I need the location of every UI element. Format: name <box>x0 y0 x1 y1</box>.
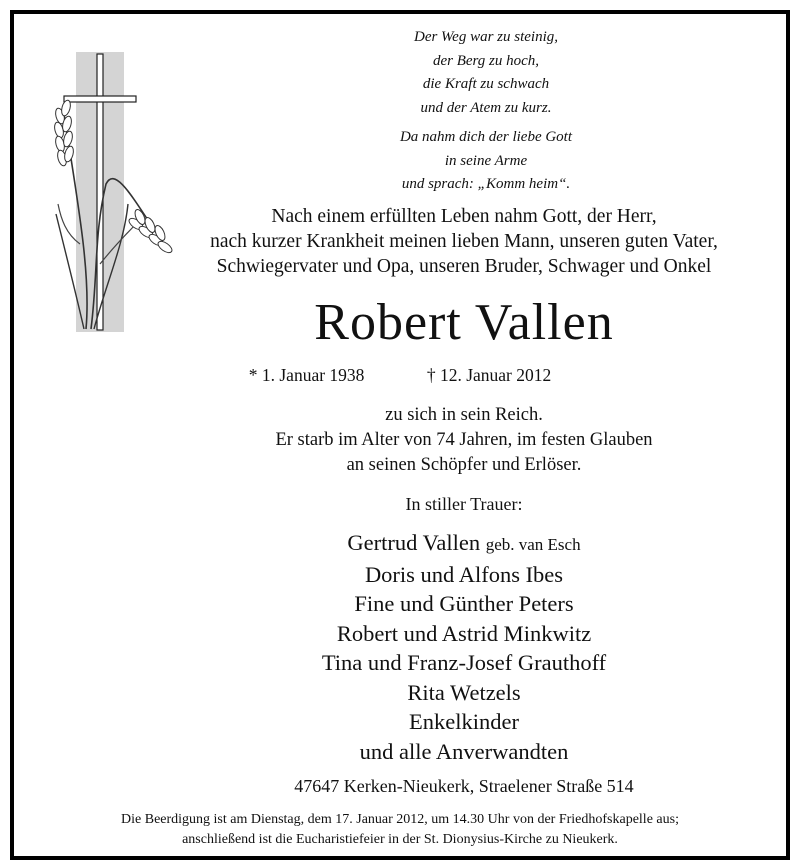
poem-line: in seine Arme <box>444 152 528 169</box>
mourner-item: Tina und Franz-Josef Grauthoff <box>321 650 607 675</box>
notice-line: an seinen Schöpfer und Erlöser. <box>346 455 582 475</box>
poem-line: und sprach: „Komm heim“. <box>401 176 571 192</box>
death-notice-text <box>134 403 794 478</box>
funeral-line: anschließend ist die Eucharistiefeier in der St. Dionysius-Kirche zu Nieukerk. <box>182 832 618 847</box>
mourner-item: Doris und Alfons Ibes <box>364 561 564 587</box>
funeral-line: Die Beerdigung ist am Dienstag, dem 17. Januar 2012, um 14.30 Uhr von der Friedhofskapelle aus; <box>121 812 679 827</box>
mourner-item: Enkelkinder <box>409 709 519 734</box>
intro-line: Schwiegervater und Opa, unseren Bruder, Schwager und Onkel <box>216 256 712 277</box>
death-date: † 12. Januar 2012 <box>426 365 552 385</box>
poem-line: die Kraft zu schwach <box>422 76 550 92</box>
mourning-heading: In stiller Trauer: <box>405 494 523 514</box>
mourner-item: Robert und Astrid Minkwitz <box>336 620 592 646</box>
mourner-item: und alle Anverwandten <box>359 738 569 764</box>
birth-date: * 1. Januar 1938 <box>248 365 365 385</box>
intro-line: nach kurzer Krankheit meinen lieben Mann, unseren guten Vater, <box>210 231 718 252</box>
poem-line: Der Weg war zu steinig, <box>413 29 559 45</box>
life-dates <box>14 365 786 386</box>
poem-line: der Berg zu hoch, <box>432 52 540 69</box>
poem-stanza-1 <box>306 26 666 120</box>
mourner-item <box>134 528 794 560</box>
funeral-details <box>14 810 786 850</box>
family-address: 47647 Kerken-Nieukerk, Straelener Straße 514 <box>294 776 634 796</box>
notice-line: zu sich in sein Reich. <box>385 405 543 425</box>
maiden-name-note: geb. van Esch <box>485 535 581 554</box>
mourner-item: Fine und Günther Peters <box>354 591 574 616</box>
intro-text <box>134 204 794 279</box>
mourner-name: Gertrud Vallen <box>347 530 481 555</box>
poem-line: Da nahm dich der liebe Gott <box>399 129 573 145</box>
poem-line: und der Atem zu kurz. <box>420 99 552 116</box>
intro-line: Nach einem erfüllten Leben nahm Gott, der Herr, <box>271 206 657 227</box>
deceased-name: Robert Vallen <box>314 294 614 351</box>
notice-line: Er starb im Alter von 74 Jahren, im festen Glauben <box>275 430 653 450</box>
poem-stanza-2 <box>306 126 666 197</box>
mourners-list <box>134 528 794 766</box>
obituary-frame <box>10 10 790 860</box>
mourner-item: Rita Wetzels <box>407 679 521 705</box>
